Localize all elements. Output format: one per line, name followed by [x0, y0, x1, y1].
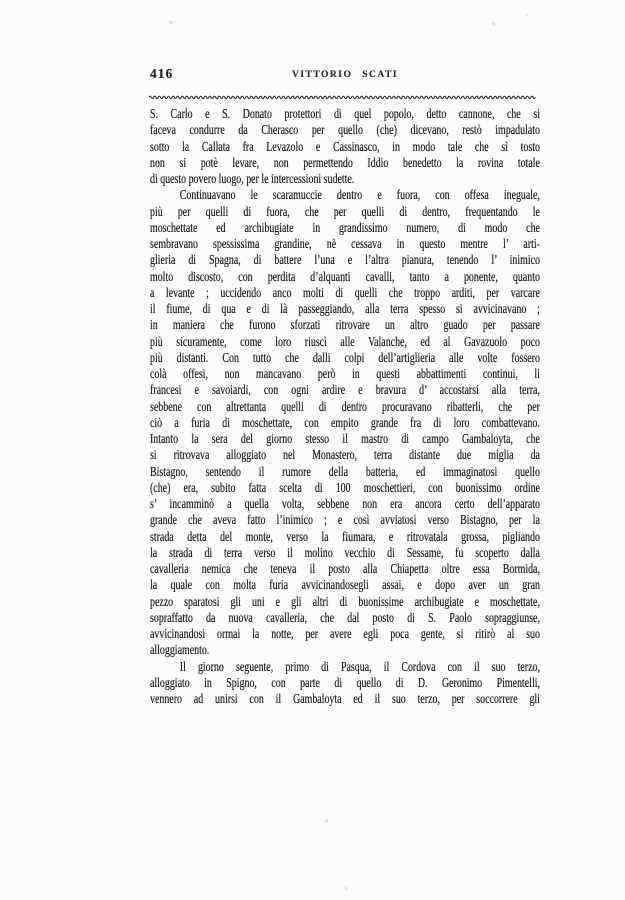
text-line: il fiume, di qua e di là passeggiando, alla terra spesso si avvicinavano ; — [150, 302, 540, 317]
text-line: s’ incamminò a quella volta, sebbene non era ancora certo dell’apparato — [150, 497, 540, 512]
running-title: VITTORIO SCATI — [291, 70, 399, 80]
text-line: cavalleria nemica che teneva il posto alla Chiapetta oltre essa Bormida, — [150, 562, 540, 577]
text-line: in maniera che furono sforzati ritrovare un altro guado per passare — [150, 318, 540, 334]
text-line: Il giorno seguente, primo di Pasqua, il Cordova con il suo terzo, — [179, 659, 540, 675]
text-line: S. Carlo e S. Donato protettori di quel popolo, detto cannone, che si — [150, 107, 540, 122]
page-number: 416 — [150, 66, 174, 81]
wavy-rule — [149, 88, 536, 95]
scan-speck — [526, 14, 528, 16]
text-line: a levante ; uccidendo anco molti di quelli che troppo arditi, per varcare — [150, 285, 540, 301]
text-line: pezzo sparatosi gli uni e gli altri di buonissime archibugiate e moschettate, — [150, 594, 540, 610]
text-line: di questo povero luogo, per le intercessioni sudette. — [150, 172, 355, 187]
text-line: ciò a furia di moschettate, con empito grande fra di loro combattevano. — [150, 415, 540, 431]
text-line: molto discosto, con perdita d’alquanti cavalli, tanto a ponente, quanto — [150, 269, 540, 285]
text-line: la strada di terra verso il molino vecchio di Sessame, fu scoperto dalla — [150, 545, 540, 561]
text-line: vennero ad unirsi con il Gambaloyta ed il suo terzo, per soccorrere gli — [150, 692, 540, 707]
text-line: più distanti. Con tutto che dalli colpi dell’artiglieria alle volte fossero — [150, 350, 540, 366]
text-line: strada detta del monte, verso la fiumara, e ritrovatala grossa, pigliando — [150, 529, 540, 545]
scan-speck — [325, 819, 328, 822]
text-line: francesi e savoiardi, con ogni ardire e bravura d’ accostarsi alla terra, — [150, 383, 540, 399]
paragraph — [150, 660, 540, 709]
scan-speck — [492, 22, 495, 25]
text-line: sembravano spessissima grandine, nè cessava in questo mentre l’ arti- — [150, 237, 540, 252]
text-line: più per quelli di fuora, che per quelli di dentro, frequentando le — [150, 204, 540, 220]
text-line: Intanto la sera del giorno stesso il mastro di campo Gambaloyta, che — [150, 432, 540, 447]
scan-speck — [170, 21, 173, 24]
text-line: avvicinandosi ormai la notte, per avere egli poca gente, si ritirò al suo — [150, 627, 540, 642]
text-line: grande che aveva fatto l’inimico ; e così avviatosi verso Bistagno, per la — [150, 513, 540, 529]
text-line: glieria di Spagna, di battere l’una e l’altra pianura, tenendo l’ inimico — [150, 253, 540, 269]
text-block — [150, 107, 540, 708]
text-line: si ritrovava alloggiato nel Monastero, terra distante due miglia da — [150, 448, 540, 464]
text-line: Bistagno, sentendo il rumore della batteria, ed immaginatosi quello — [150, 464, 540, 480]
wavy-rule-svg — [149, 94, 536, 101]
text-line: più sicuramente, come loro riuscì alle Valanche, ed al Gavazuolo poco — [150, 334, 540, 350]
paragraph — [150, 188, 540, 659]
text-line: non si potè levare, non permettendo Iddio benedetto la rovina totale — [150, 155, 540, 171]
text-line: faceva condurre da Cherasco per quello (che) dicevano, restò impadulato — [150, 123, 540, 139]
text-line: sotto la Callata fra Levazolo e Cassinasco, in modo tale che sì tosto — [150, 139, 540, 155]
text-line: alloggiato in Spigno, con parte di quello di D. Geronimo Pimentelli, — [150, 675, 540, 691]
paragraph — [150, 107, 540, 188]
text-line: colà offesi, non mancavano però in questi abbattimenti continui, li — [150, 367, 540, 382]
text-line: moschettate ed archibugiate in grandissimo numero, di modo che — [150, 220, 540, 236]
wavy-rule-path — [149, 96, 535, 98]
text-line: Continuavano le scaramuccie dentro e fuora, con offesa ineguale, — [179, 188, 540, 204]
text-line: la quale con molta furia avvicinandosegli assai, e dopo aver un gran — [150, 578, 540, 594]
scan-speck — [345, 887, 347, 890]
text-line: sopraffatto da nuova cavalleria, che dal posto di S. Paolo sopraggiunse, — [150, 610, 540, 626]
text-line: alloggiamento. — [150, 643, 210, 659]
text-line: (che) era, subito fatta scelta di 100 moschettieri, con buonissimo ordine — [150, 480, 540, 496]
text-line: sebbene con altrettanta quelli di dentro procuravano ribatterli, che per — [150, 399, 540, 415]
